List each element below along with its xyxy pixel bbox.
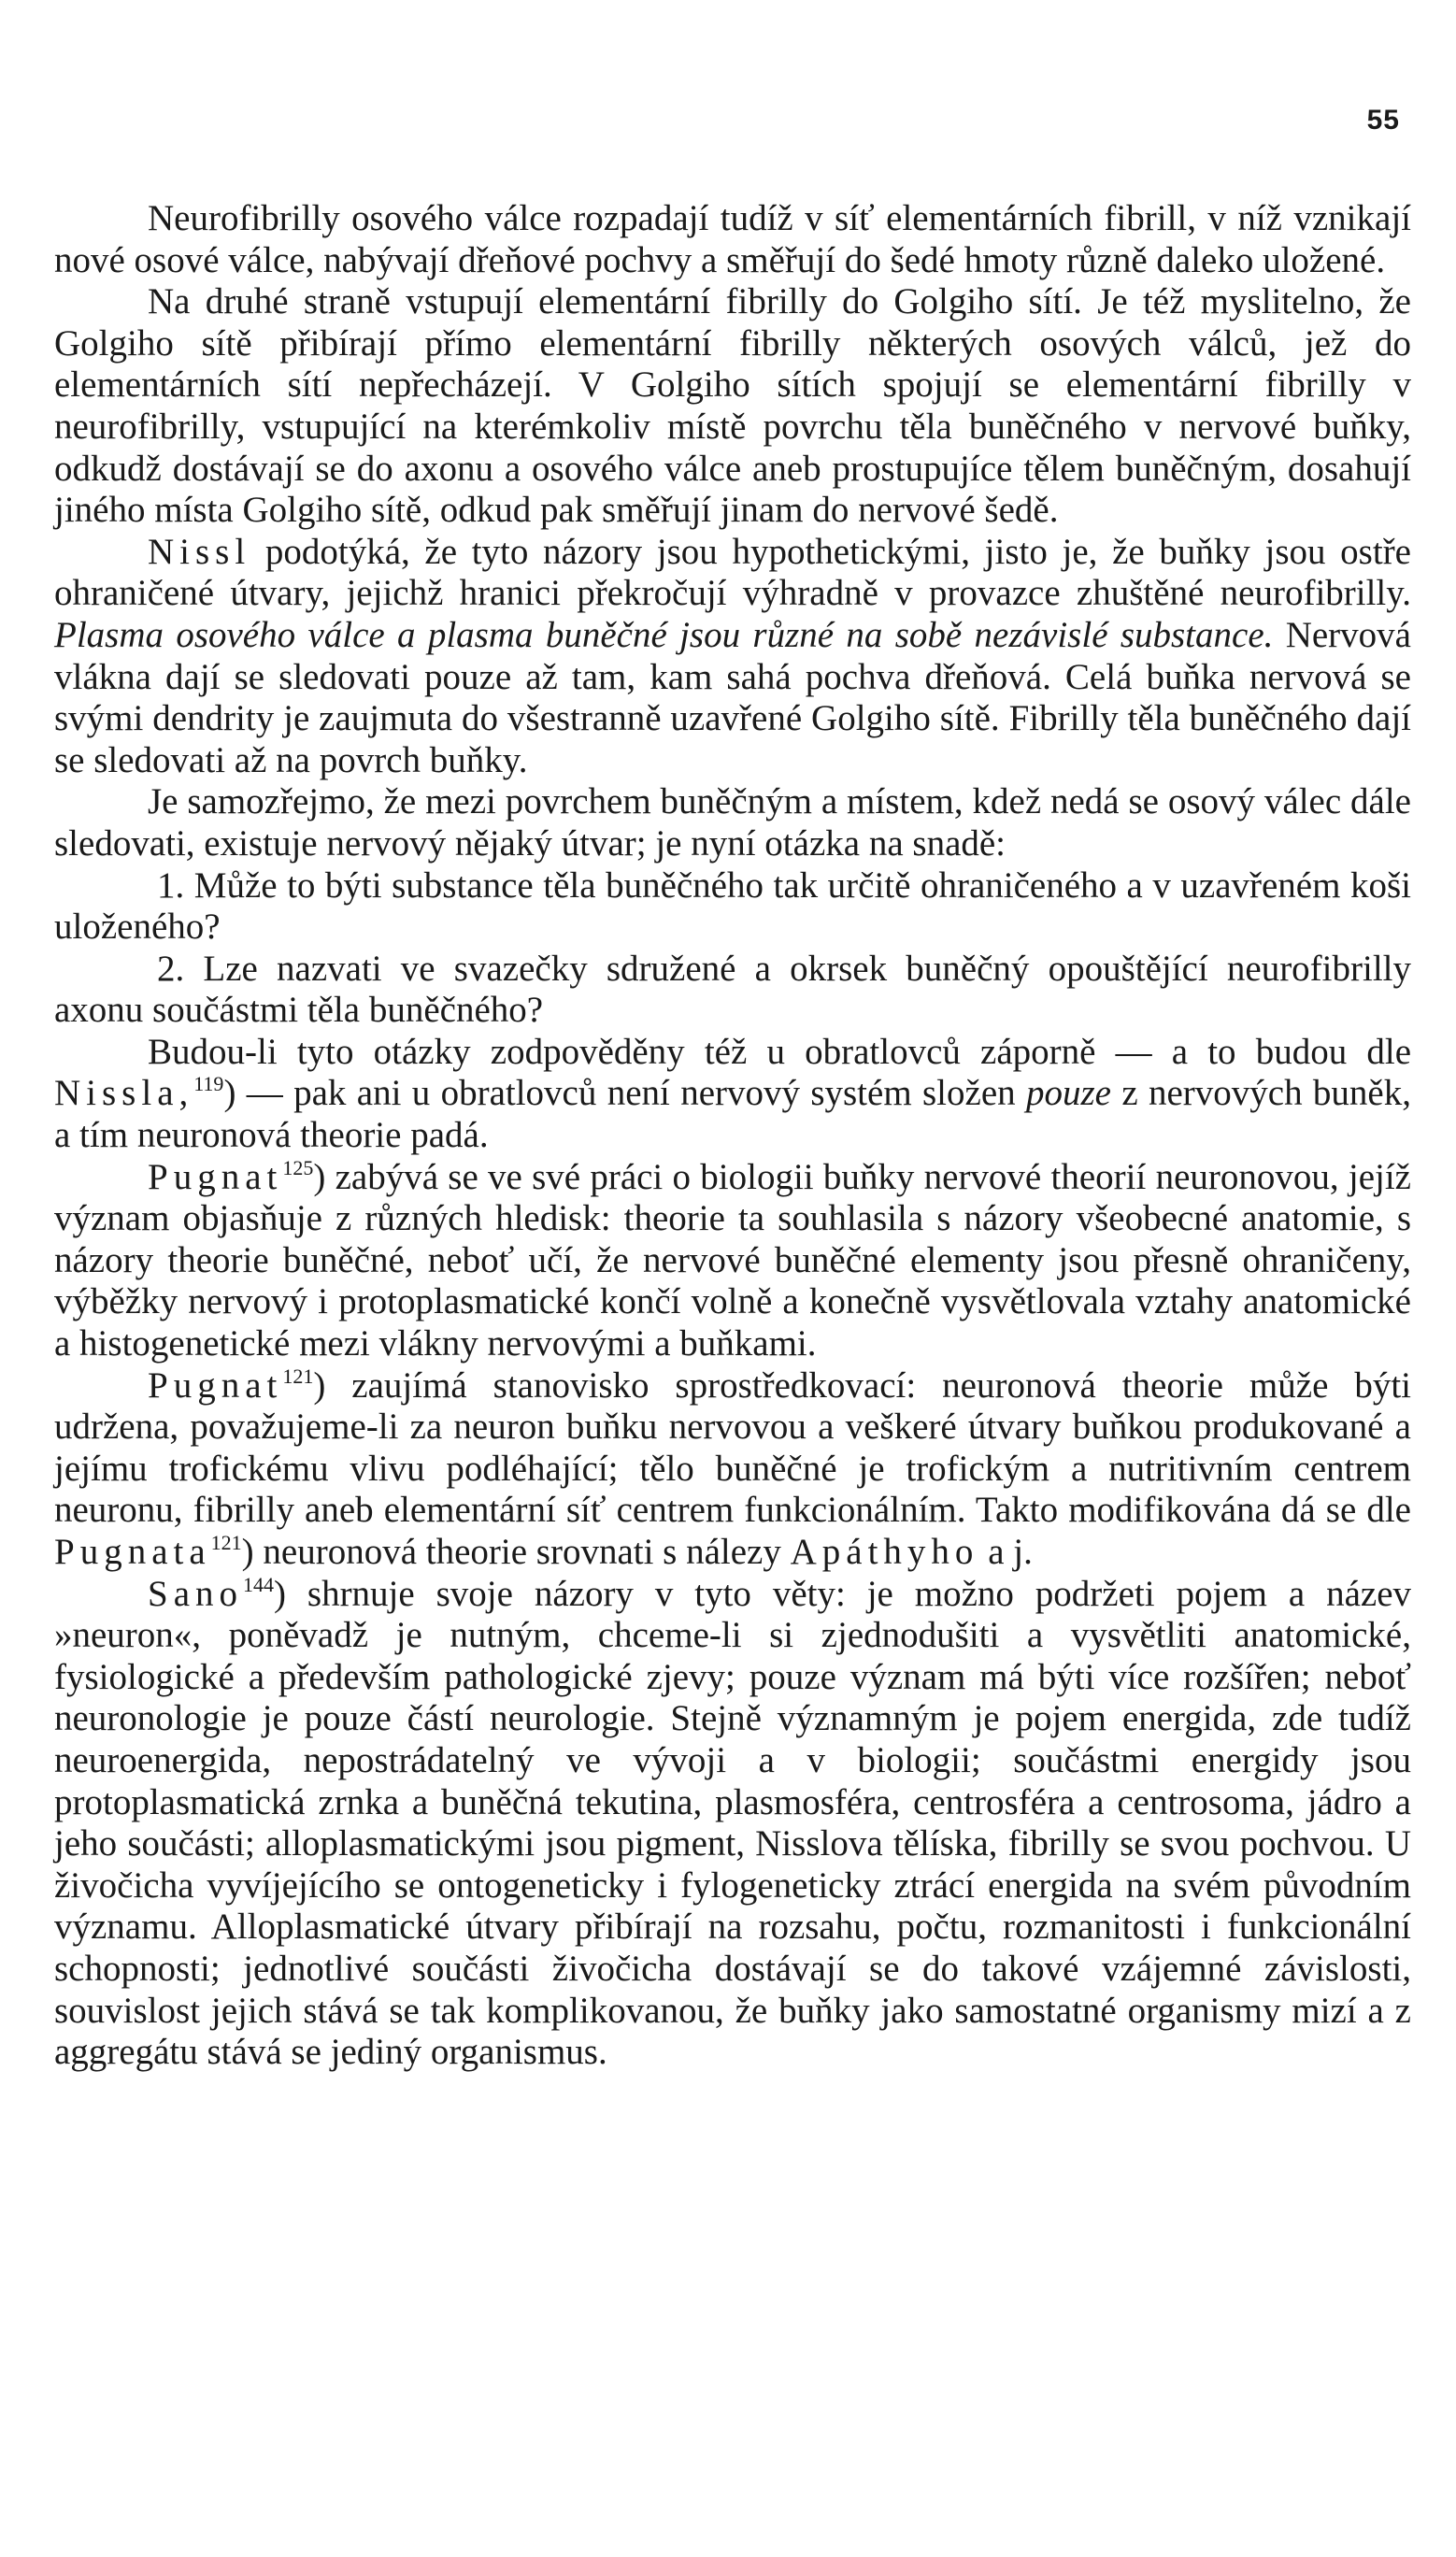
paragraph-3 <box>54 532 1411 782</box>
question-1: 1. Může to býti substance těla buněčného tak určitě ohraničeného a v uzavřeném koši uloženého? <box>54 864 1411 948</box>
author-name: Pugnat <box>148 1156 283 1197</box>
author-name: Nissl <box>148 531 251 572</box>
paragraph-6 <box>54 1157 1411 1365</box>
text-run: ) zaujímá stanovisko sprostředkovací: neuronová theorie může býti udržena, považujeme-li za neuron buňku nervovou a veškeré útvary buňkou produkované a jejímu trofickému vlivu podléhající; tělo buněčné je trofickým a nutritivním centrem neuronu, fibrilly aneb elementární síť centrem funkcionálním. Takto modifikována dá se dle <box>54 1364 1411 1531</box>
page-number: 55 <box>1366 105 1400 136</box>
text-run: ) zabývá se ve své práci o biologii buňky nervové theorií neuronovou, jejíž význam objasňuje z různých hledisk: theorie ta souhlasila s názory všeobecné anatomie, s názory theorie buněčné, neboť učí, že nervové buněčné elementy jsou přesně ohraničeny, výběžky nervový i protoplasmatické končí volně a konečně vysvětlovala vztahy anatomické a histogenetické mezi vlákny nervovými a buňkami. <box>54 1156 1411 1364</box>
paragraph-8 <box>54 1574 1411 2074</box>
reference-number: 121 <box>210 1531 242 1554</box>
reference-number: 119 <box>193 1072 224 1096</box>
paragraph-5 <box>54 1032 1411 1157</box>
text-run: podotýká, že tyto názory jsou hypothetickými, jisto je, že buňky jsou ostře ohraničené útvary, jejichž hranici překročují výhradně v provazce zhuštěné neurofibrilly. <box>54 531 1411 614</box>
author-name: Pugnat <box>148 1364 283 1406</box>
text-run: Budou-li tyto otázky zodpověděny též u obratlovců záporně — a to budou dle <box>148 1031 1411 1072</box>
text-run: ) neuronová theorie srovnati s nálezy <box>241 1532 791 1572</box>
question-2: 2. Lze nazvati ve svazečky sdružené a okrsek buněčný opouštějící neurofibrilly axonu součástmi těla buněčného? <box>54 948 1411 1031</box>
author-name: Sano <box>148 1573 243 1614</box>
reference-number: 121 <box>282 1364 314 1388</box>
body-text <box>54 198 1411 2074</box>
italic-text: Plasma osového válce a plasma buněčné jsou různé na sobě nezávislé substance. <box>54 614 1274 655</box>
text-run: ) shrnuje svoje názory v tyto věty: je možno podržeti pojem a název »neuron«, poněvadž je nutným, chceme-li si zjednodušiti a vysvětliti anatomické, fysiologické a především pathologické zjevy; pouze význam má býti více rozšířen; neboť neuronologie je pouze částí neurologie. Stejně významným je pojem energida, zde tudíž neuroenergida, nepostrádatelný ve vývoji a v biologii; součástmi energidy jsou protoplasmatická zrnka a buněčná tekutina, plasmosféra, centrosféra a centrosoma, jádro a jeho součásti; alloplasmatickými jsou pigment, Nisslova tělíska, fibrilly se svou pochvou. U živočicha vyvíjejícího se ontogeneticky i fylogeneticky ztrácí energida na svém původním významu. Alloplasmatické útvary přibírají na rozsahu, počtu, rozmanitosti i funkcionální schopnosti; jednotlivé součásti živočicha dostávají se do takové vzájemné závislosti, souvislost jejich stává se tak komplikovanou, že buňky jako samostatné organismy mizí a z aggregátu stává se jediný organismus. <box>54 1573 1411 2073</box>
paragraph-2: Na druhé straně vstupují elementární fibrilly do Golgiho sítí. Je též myslitelno, že Golgiho sítě přibírají přímo elementární fibrilly některých osových válců, jež do elementárních sítí nepřecházejí. V Golgiho sítích spojují se elementární fibrilly v neurofibrilly, vstupující na kterémkoliv místě povrchu těla buněčného v nervové buňky, odkudž dostávají se do axonu a osového válce aneb prostupujíce tělem buněčným, dosahují jiného místa Golgiho sítě, odkud pak směřují jinam do nervové šedě. <box>54 281 1411 531</box>
text-run: a j. <box>978 1532 1033 1572</box>
author-name: Pugnata <box>54 1532 211 1572</box>
text-run: ) — pak ani u obratlovců není nervový systém složen <box>223 1073 1026 1114</box>
paragraph-7 <box>54 1365 1411 1574</box>
reference-number: 144 <box>243 1572 274 1596</box>
paragraph-4: Je samozřejmo, že mezi povrchem buněčným a místem, kdež nedá se osový válec dále sledovati, existuje nervový nějaký útvar; je nyní otázka na snadě: <box>54 781 1411 864</box>
italic-text: pouze <box>1025 1073 1111 1114</box>
reference-number: 125 <box>282 1155 314 1179</box>
text-run: Nervová vlákna dají se sledovati pouze až tam, kam sahá pochva dřeňová. Celá buňka nervová se svými dendrity je zaujmuta do všestranně uzavřené Golgiho sítě. Fibrilly těla buněčného dají se sledovati až na povrch buňky. <box>54 614 1411 780</box>
author-name: Apáthyho <box>790 1532 979 1572</box>
paragraph-1: Neurofibrilly osového válce rozpadají tudíž v síť elementárních fibrill, v níž vznikají nové osové válce, nabývají dřeňové pochvy a směřují do šedé hmoty různě daleko uložené. <box>54 198 1411 280</box>
author-name: Nissla, <box>54 1073 194 1114</box>
text-run: z nervových buněk, a tím neuronová theorie padá. <box>54 1073 1411 1156</box>
